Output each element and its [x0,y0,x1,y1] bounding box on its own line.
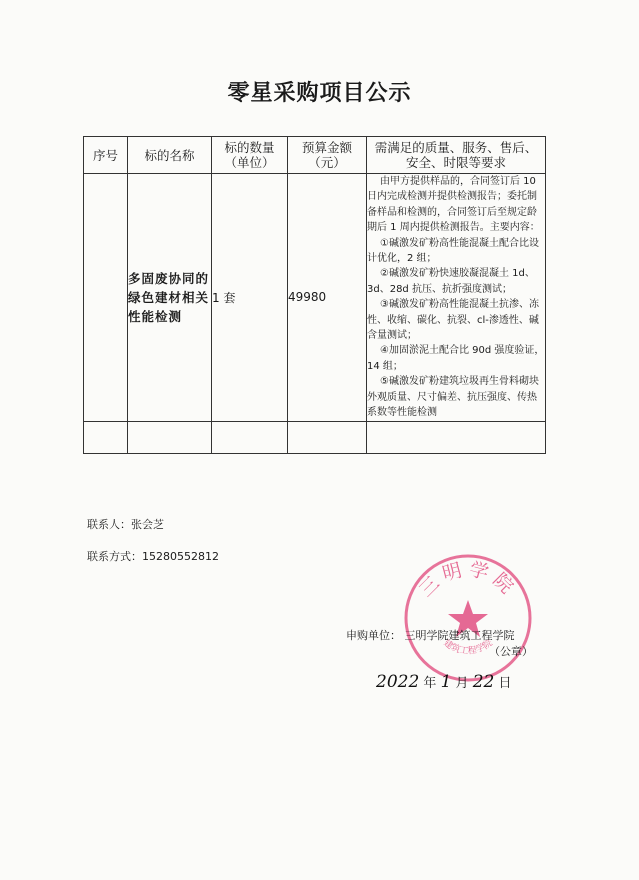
cell-seq [84,174,128,422]
contact-phone: 联系方式：15280552812 [87,550,219,563]
table-header-row [84,137,546,174]
header-qty: 标的数量 （单位） [212,137,288,174]
svg-text:三明学院 [415,558,521,601]
requirement-item: ③碱激发矿粉高性能混凝土抗渗、冻性、收缩、碳化、抗裂、cl-渗透性、碱含量测试； [367,299,539,342]
page-title: 零星采购项目公示 [227,81,412,106]
signature-date [376,672,511,692]
header-amount: 预算金额 （元） [288,137,367,174]
requirement-item: ②碱激发矿粉快速胶凝混凝土 1d、3d、28d 抗压、抗折强度测试； [367,268,535,295]
header-requirements: 需满足的质量、服务、售后、 安全、时限等要求 [367,137,546,174]
procurement-table [83,136,546,454]
requirement-item: ⑤碱激发矿粉建筑垃圾再生骨料砌块外观质量、尺寸偏差、抗压强度、传热系数等性能检测 [367,376,539,419]
date-month-handwritten: 1 [440,672,452,692]
applicant-unit: 申购单位： 三明学院建筑工程学院 [346,629,515,642]
seal-note: （公章） [489,645,533,658]
seal-top-text: 三明学院 [414,558,522,602]
official-seal [398,548,538,688]
requirement-item: ①碱激发矿粉高性能混凝土配合比设计优化，2 组； [367,237,539,265]
header-name: 标的名称 [128,137,212,174]
seal-bottom-text: 建筑工程学院 [441,638,495,657]
cell-qty: 1 套 [212,174,288,422]
date-day-handwritten: 22 [472,672,495,692]
cell-requirements [367,174,546,422]
requirement-intro: 由甲方提供样品的，合同签订后 10 日内完成检测并提供检测报告；委托制备样品和检测的，合同签订后至规定龄期后 1 周内提供检测报告。主要内容： [367,176,540,234]
contact-person: 联系人：张会芝 [87,518,164,531]
table-row-empty [84,421,546,453]
header-seq: 序号 [84,137,128,174]
cell-amount: 49980 [288,174,367,422]
date-month-char: 月 [455,676,469,691]
requirement-item: ④加固淤泥土配合比 90d 强度验证，14 组； [367,345,545,372]
table-row [84,174,546,422]
date-year-char: 年 [423,676,437,691]
date-year-handwritten: 2022 [376,672,420,692]
date-day-char: 日 [498,676,512,691]
cell-item-name: 多固废协同的绿色建材相关性能检测 [128,174,212,422]
